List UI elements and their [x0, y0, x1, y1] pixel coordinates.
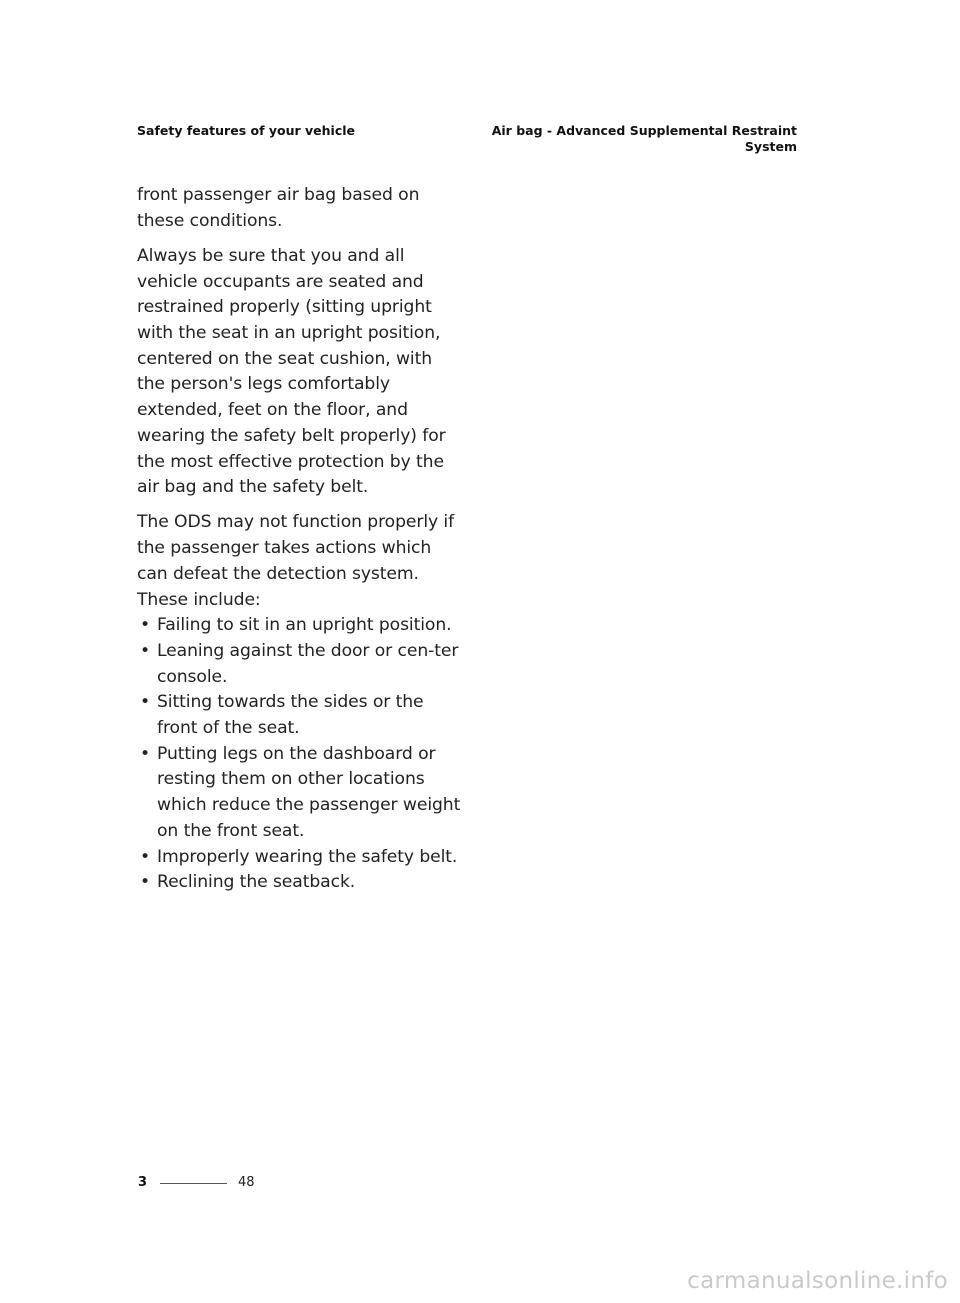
bullet-icon: • [140, 640, 151, 661]
bullet-icon: • [140, 615, 151, 636]
list-item-text: Leaning against the door or cen-ter console. [157, 640, 459, 687]
list-item [137, 742, 465, 845]
watermark-text: carmanualsonline.info [687, 1268, 948, 1294]
footer-divider [160, 1183, 227, 1184]
list-item-text: Improperly wearing the safety belt. [157, 846, 458, 867]
footer-chapter-number: 3 [138, 1175, 148, 1190]
running-header-chapter-line2: System [744, 139, 797, 154]
footer-page-number: 48 [238, 1175, 255, 1190]
paragraph-continuation: front passenger air bag based on these conditions. [137, 185, 420, 231]
list-item-text: Reclining the seatback. [157, 872, 356, 893]
list-item-text: Sitting towards the sides or the front of the seat. [157, 692, 424, 739]
list-item [137, 845, 465, 871]
paragraph-ods-warning: The ODS may not function properly if the passenger takes actions which can defeat the detection system. These include: [137, 512, 455, 610]
list-item-text: Failing to sit in an upright position. [157, 615, 452, 636]
running-header-section: Safety features of your vehicle [137, 123, 355, 138]
bullet-icon: • [140, 846, 151, 867]
bullet-icon: • [140, 692, 151, 713]
running-header-chapter [477, 123, 797, 155]
list-item-text: Putting legs on the dashboard or resting them on other locations which reduce the passenger weight on the front seat. [157, 743, 461, 841]
list-item [137, 613, 465, 639]
bullet-list [137, 613, 465, 896]
paragraph-seating-advice: Always be sure that you and all vehicle occupants are seated and restrained properly (sitting upright with the seat in an upright position, centered on the seat cushion, with the person's legs comfortably extended, feet on the floor, and wearing the safety belt properly) for the most effective protection by the air bag and the safety belt. [137, 245, 446, 498]
body-text-column [137, 183, 465, 896]
list-item [137, 870, 465, 896]
bullet-icon: • [140, 872, 151, 893]
running-header-chapter-line1: Air bag - Advanced Supplemental Restraint [491, 123, 797, 138]
list-item [137, 639, 465, 690]
list-item [137, 690, 465, 741]
bullet-icon: • [140, 743, 151, 764]
